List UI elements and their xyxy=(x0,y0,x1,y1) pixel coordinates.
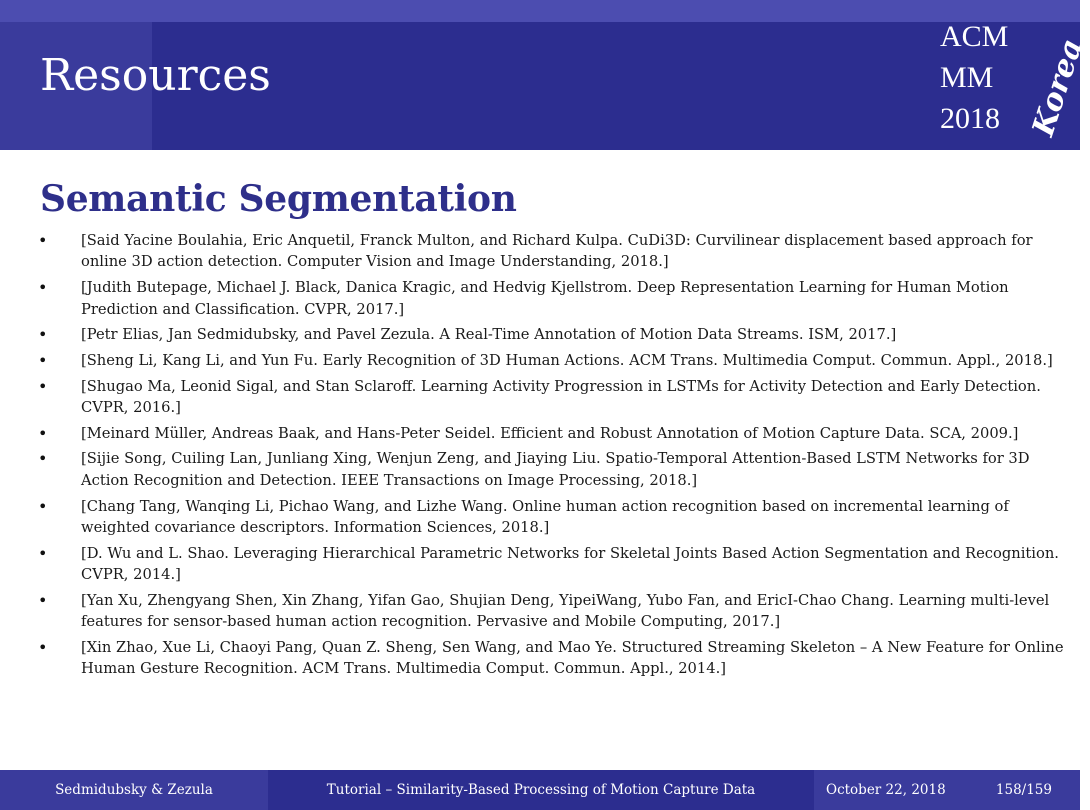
reference-list xyxy=(38,230,1068,684)
reference-text: [Said Yacine Boulahia, Eric Anquetil, Franck Multon, and Richard Kulpa. CuDi3D: Curvilinear displacement based approach for online 3D action detection. Computer Vision and Image Understanding, 2018.] xyxy=(81,232,1033,271)
reference-item xyxy=(38,230,1068,273)
bullet-icon: • xyxy=(38,449,48,469)
reference-text: [Xin Zhao, Xue Li, Chaoyi Pang, Quan Z. Sheng, Sen Wang, and Mao Ye. Structured Streaming Skeleton – A New Feature for Online Human Gesture Recognition. ACM Trans. Multimedia Comput. Commun. Appl., 2014.] xyxy=(81,638,1064,678)
footer-authors: Sedmidubsky & Zezula xyxy=(0,770,268,810)
section-heading: Semantic Segmentation xyxy=(40,178,517,220)
bullet-icon: • xyxy=(38,496,48,516)
reference-text: [Yan Xu, Zhengyang Shen, Xin Zhang, Yifan Gao, Shujian Deng, YipeiWang, Yubo Fan, and EricI-Chao Chang. Learning multi-level features for sensor-based human action recognition. Pervasive and Mobile Computing, 2017.] xyxy=(81,591,1050,631)
slide-header xyxy=(0,0,1090,150)
reference-item xyxy=(38,423,1068,444)
reference-item xyxy=(38,496,1068,539)
logo-korea-script: Korea xyxy=(1025,34,1090,141)
reference-item xyxy=(38,324,1068,345)
reference-item xyxy=(38,637,1068,680)
reference-item xyxy=(38,376,1068,419)
reference-text: [Sijie Song, Cuiling Lan, Junliang Xing, Wenjun Zeng, and Jiaying Liu. Spatio-Temporal Attention-Based LSTM Networks for 3D Action Recognition and Detection. IEEE Transactions on Image Processing, 2018.] xyxy=(81,450,1030,489)
reference-text: [Sheng Li, Kang Li, and Yun Fu. Early Recognition of 3D Human Actions. ACM Trans. Multimedia Comput. Commun. Appl., 2018.] xyxy=(81,351,1053,369)
footer-page-number: 158/159 xyxy=(995,782,1052,798)
slide-title: Resources xyxy=(40,50,271,101)
reference-text: [Petr Elias, Jan Sedmidubsky, and Pavel Zezula. A Real-Time Annotation of Motion Data Streams. ISM, 2017.] xyxy=(81,326,897,344)
acm-mm-logo xyxy=(940,16,1030,139)
reference-item xyxy=(38,590,1068,633)
reference-text: [Meinard Müller, Andreas Baak, and Hans-Peter Seidel. Efficient and Robust Annotation of Motion Capture Data. SCA, 2009.] xyxy=(81,424,1019,442)
slide-footer xyxy=(0,770,1080,810)
footer-tutorial-title: Tutorial – Similarity-Based Processing of Motion Capture Data xyxy=(268,770,814,810)
header-top-strip xyxy=(0,0,1080,22)
bullet-icon: • xyxy=(38,350,48,370)
reference-item xyxy=(38,350,1068,371)
reference-item xyxy=(38,543,1068,586)
bullet-icon: • xyxy=(38,376,48,396)
reference-text: [D. Wu and L. Shao. Leveraging Hierarchical Parametric Networks for Skeletal Joints Based Action Segmentation and Recognition. CVPR, 2014.] xyxy=(81,544,1059,584)
reference-text: [Judith Butepage, Michael J. Black, Danica Kragic, and Hedvig Kjellstrom. Deep Representation Learning for Human Motion Prediction and Classification. CVPR, 2017.] xyxy=(81,279,1009,318)
reference-text: [Chang Tang, Wanqing Li, Pichao Wang, and Lizhe Wang. Online human action recognition based on incremental learning of weighted covariance descriptors. Information Sciences, 2018.] xyxy=(81,497,1009,536)
bullet-icon: • xyxy=(38,637,48,657)
reference-item xyxy=(38,277,1068,320)
bullet-icon: • xyxy=(38,231,48,250)
bullet-icon: • xyxy=(38,278,48,298)
logo-line-mm: MM xyxy=(940,61,994,94)
logo-line-year: 2018 xyxy=(940,102,1000,135)
reference-text: [Shugao Ma, Leonid Sigal, and Stan Sclaroff. Learning Activity Progression in LSTMs for Activity Detection and Early Detection. CVPR, 2016.] xyxy=(81,377,1041,417)
footer-date: October 22, 2018 xyxy=(826,782,946,798)
logo-line-acm: ACM xyxy=(940,20,1009,53)
bullet-icon: • xyxy=(38,543,48,563)
footer-date-page xyxy=(814,770,1080,810)
bullet-icon: • xyxy=(38,325,48,345)
bullet-icon: • xyxy=(38,423,48,443)
reference-item xyxy=(38,448,1068,491)
bullet-icon: • xyxy=(38,590,48,610)
